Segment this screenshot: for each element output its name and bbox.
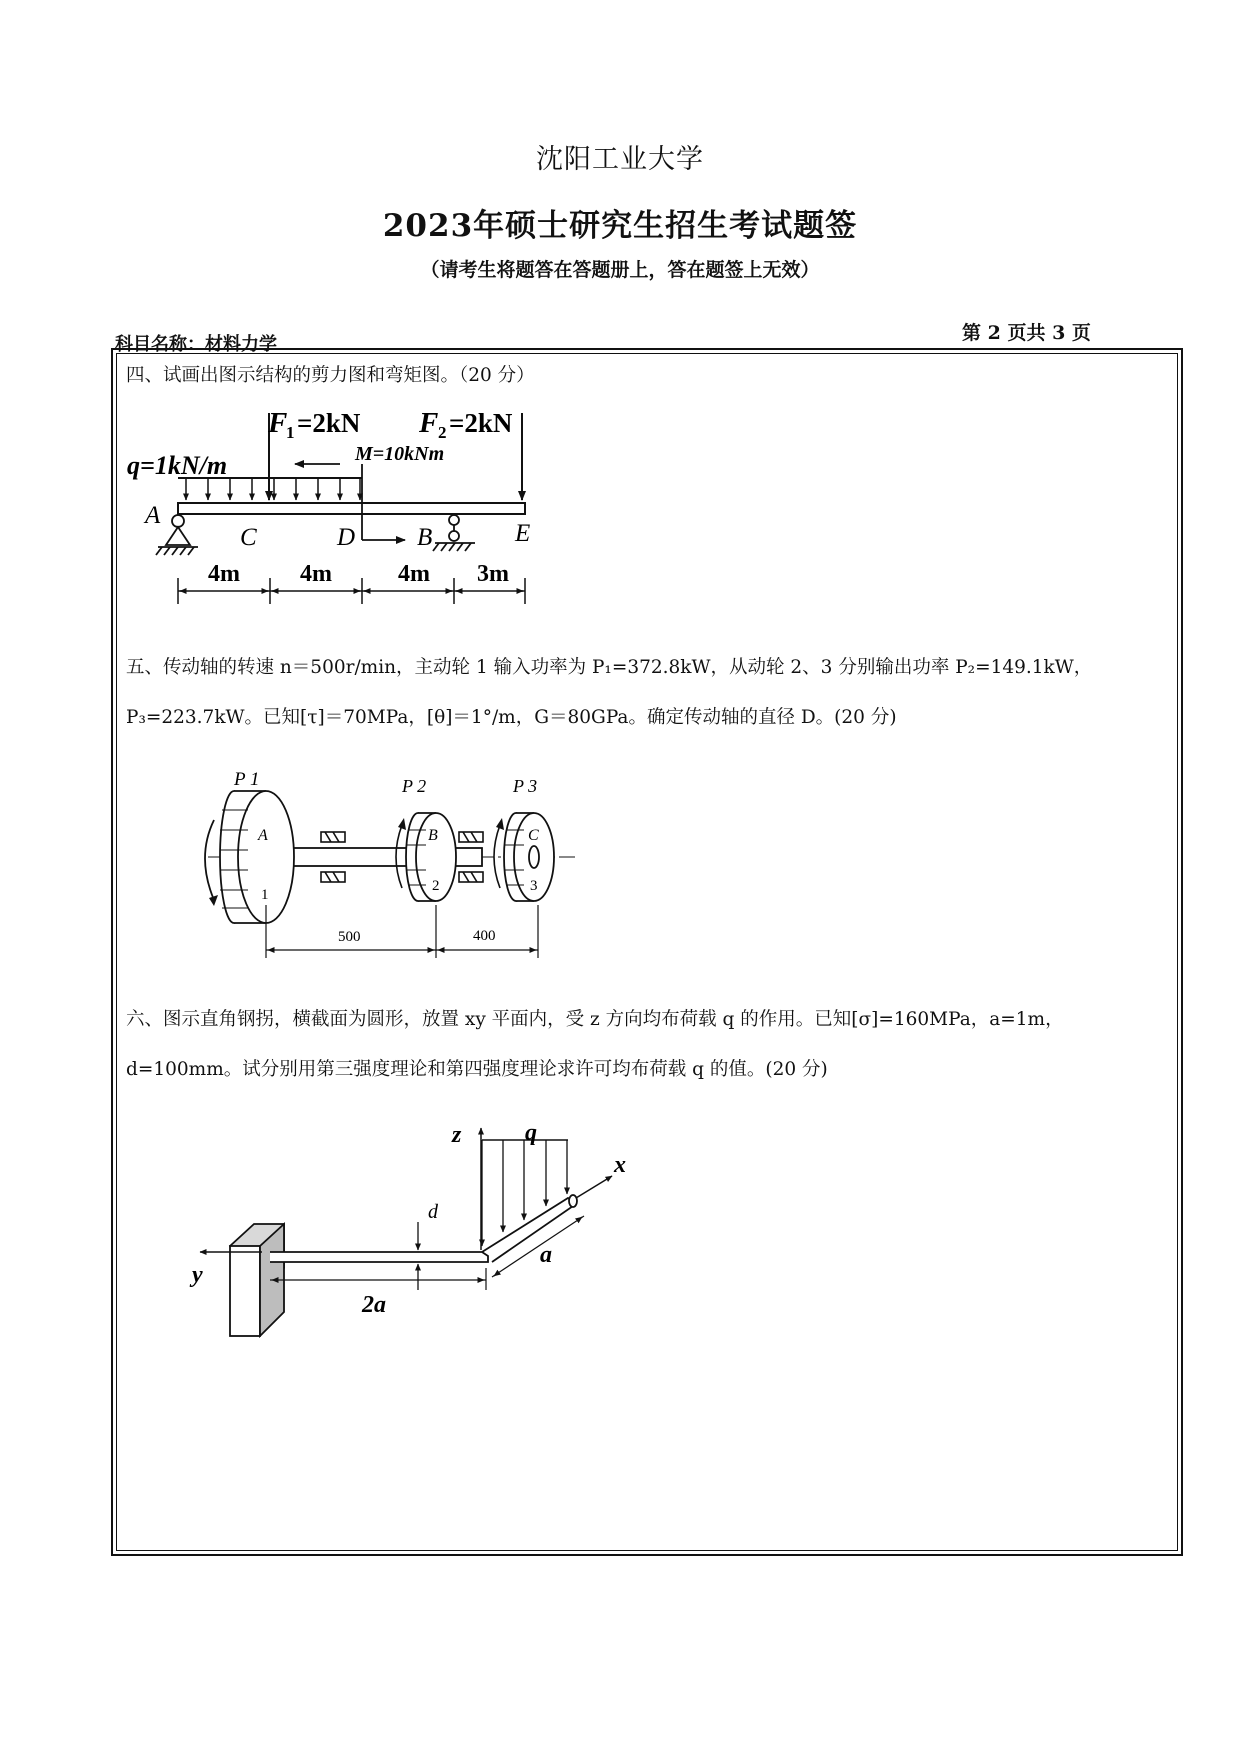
wheel-a-letter: A [258,827,268,844]
wheel-2-number: 2 [432,878,440,894]
f2-subscript: 2 [438,423,447,442]
exam-note: （请考生将题答在答题册上，答在题签上无效） [420,259,820,281]
crank-load-arrows [482,1140,567,1246]
dim-ac: 4m [208,561,240,587]
crank-segment-2a [270,1252,488,1262]
wheel-b-letter: B [428,827,438,844]
f2-value: =2kN [449,408,513,438]
wheel-1-number: 1 [261,887,269,903]
p1-label: P 1 [234,769,260,790]
z-axis-label: z [452,1122,462,1148]
q-load-label: q=1kN/m [127,451,228,480]
dim-db: 4m [398,561,430,587]
f1-value: =2kN [297,408,361,438]
p3-label: P 3 [513,776,538,796]
exam-title: 2023年硕士研究生招生考试题签 [382,208,858,244]
dim-cd: 4m [300,561,332,587]
dim-400: 400 [473,928,496,944]
point-b-label: B [417,524,433,551]
dim-500: 500 [338,929,361,945]
f1-symbol: F [268,407,288,439]
question-5-text-line1: 五、传动轴的转速 n＝500r/min，主动轮 1 输入功率为 P₁=372.8kW，从动轮 2、3 分别输出功率 P₂=149.1kW， [126,657,1093,678]
wheel-3-number: 3 [530,878,538,894]
f2-symbol: F [419,407,439,439]
x-axis-label: x [614,1152,626,1178]
point-d-label: D [337,524,356,551]
university-name: 沈阳工业大学 [536,144,704,175]
y-axis-label: y [192,1262,203,1288]
x-axis [576,1176,612,1198]
dim-2a-line [270,1268,486,1290]
dim-be: 3m [477,561,509,587]
subject-label: 科目名称：材料力学 [115,334,277,355]
a-dim-label: a [540,1242,552,1268]
point-c-label: C [240,524,257,551]
dim-a-line [492,1216,584,1277]
q-crank-label: q [525,1120,537,1146]
question-4-text: 四、试画出图示结构的剪力图和弯矩图。（20 分） [126,365,535,386]
d-label: d [428,1201,438,1223]
question-6-text-line2: d=100mm。试分别用第三强度理论和第四强度理论求许可均布荷载 q 的值。(20 分) [126,1059,828,1080]
wheel-c-letter: C [528,827,539,844]
f1-subscript: 1 [286,423,295,442]
question-5-text-line2: P₃=223.7kW。已知[τ]＝70MPa，[θ]＝1°/m，G＝80GPa。确定传动轴的直径 D。(20 分) [126,707,897,728]
page-number: 第 2 页共 3 页 [962,322,1091,344]
point-e-label: E [515,520,531,547]
2a-dim-label: 2a [362,1292,386,1318]
point-a-label: A [145,502,161,529]
moment-label: M=10kNm [355,443,445,465]
question-6-text-line1: 六、图示直角钢拐，横截面为圆形，放置 xy 平面内，受 z 方向均布荷载 q 的作用。已知[σ]=160MPa，a=1m， [126,1009,1064,1030]
p2-label: P 2 [402,776,427,796]
